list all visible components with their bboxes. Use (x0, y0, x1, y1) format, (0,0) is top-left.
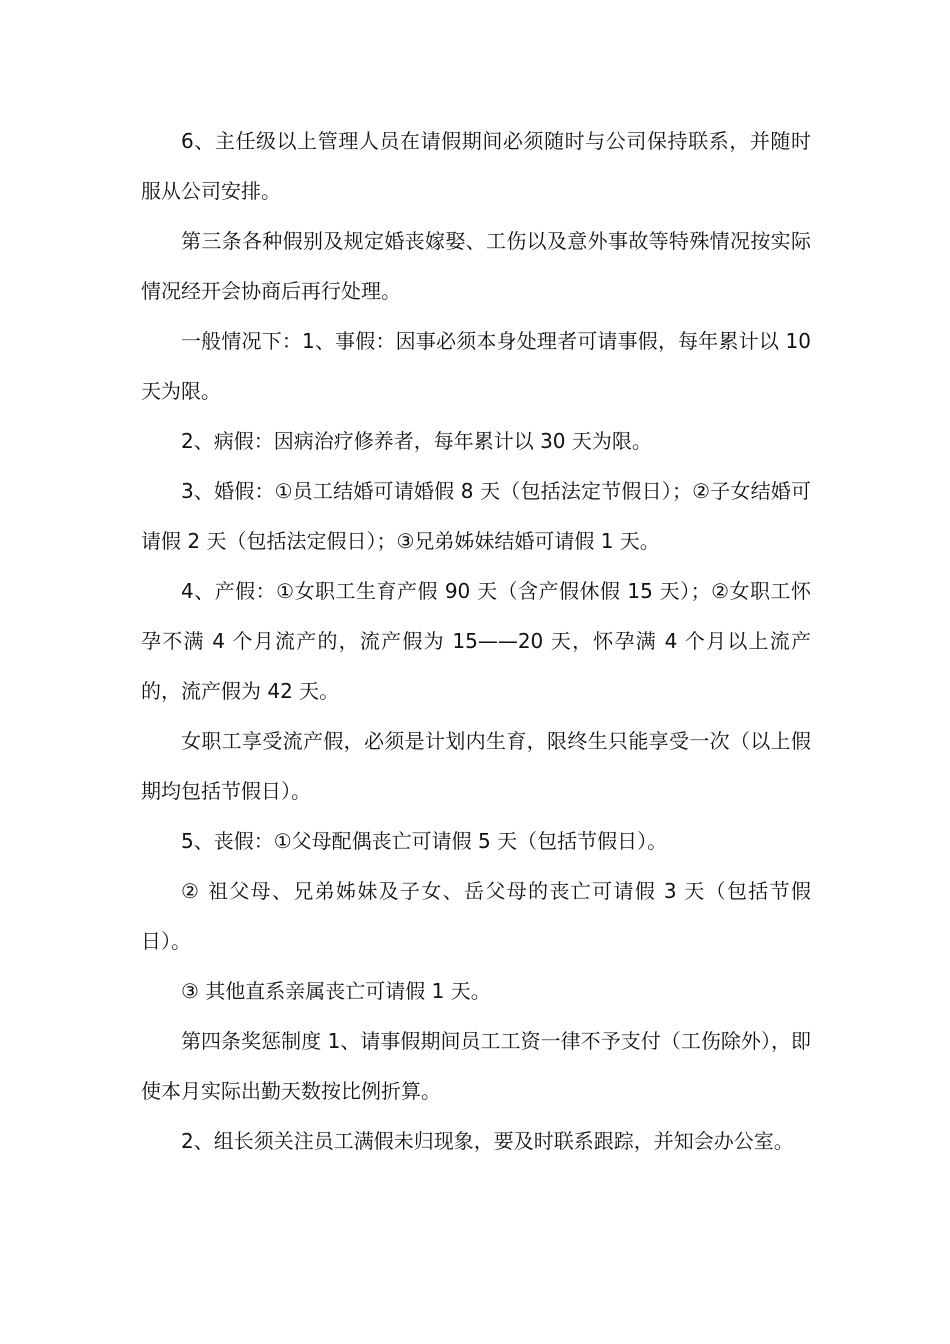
paragraph-marriage-leave: 3、婚假：①员工结婚可请婚假 8 天（包括法定节假日）；②子女结婚可请假 2 天（包括法定假日）；③兄弟姊妹结婚可请假 1 天。 (141, 479, 811, 553)
paragraph-miscarriage-leave-note: 女职工享受流产假，必须是计划内生育，限终生只能享受一次（以上假期均包括节假日）。 (141, 729, 811, 803)
paragraph-bereavement-relatives: ③ 其他直系亲属丧亡可请假 1 天。 (181, 979, 491, 1003)
paragraph-sick-leave: 2、病假：因病治疗修养者，每年累计以 30 天为限。 (181, 429, 652, 453)
paragraph-team-leader-duty: 2、组长须关注员工满假未归现象，要及时联系跟踪，并知会办公室。 (181, 1129, 794, 1153)
paragraph-manager-contact: 6、主任级以上管理人员在请假期间必须随时与公司保持联系，并随时服从公司安排。 (141, 129, 811, 203)
paragraph-bereavement-leave: 5、丧假：①父母配偶丧亡可请假 5 天（包括节假日）。 (181, 829, 668, 853)
document-body (141, 116, 811, 1166)
paragraph-personal-leave: 一般情况下：1、事假：因事必须本身处理者可请事假，每年累计以 10 天为限。 (141, 329, 811, 403)
paragraph-article-three: 第三条各种假别及规定婚丧嫁娶、工伤以及意外事故等特殊情况按实际情况经开会协商后再行处理。 (141, 229, 811, 303)
paragraph-bereavement-grandparents: ② 祖父母、兄弟姊妹及子女、岳父母的丧亡可请假 3 天（包括节假日）。 (141, 879, 811, 953)
paragraph-article-four: 第四条奖惩制度 1、请事假期间员工工资一律不予支付（工伤除外），即使本月实际出勤天数按比例折算。 (141, 1029, 811, 1103)
paragraph-maternity-leave: 4、产假：①女职工生育产假 90 天（含产假休假 15 天）；②女职工怀孕不满 4 个月流产的，流产假为 15——20 天，怀孕满 4 个月以上流产的，流产假为 42 天。 (141, 579, 811, 703)
